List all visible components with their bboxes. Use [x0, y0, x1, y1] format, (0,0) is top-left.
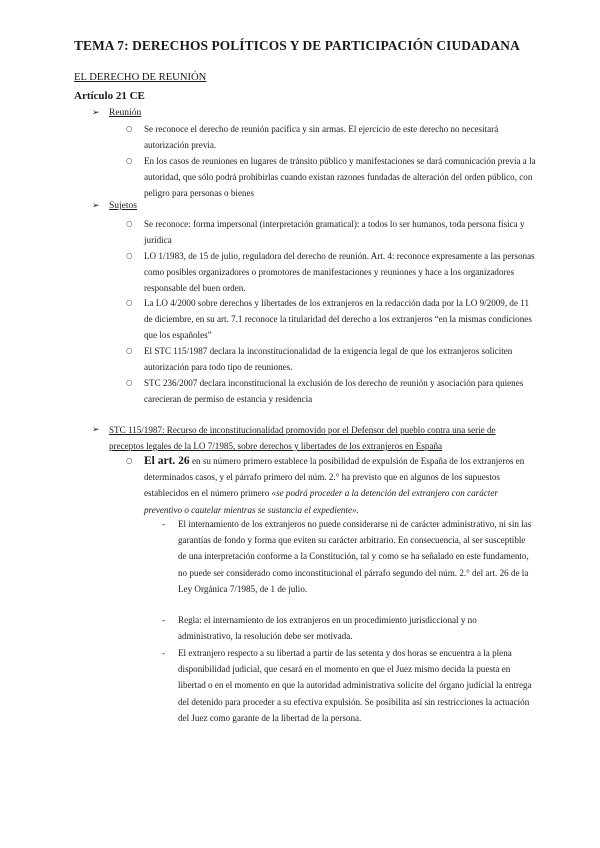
- dash-item: [162, 612, 532, 644]
- dash-bullet: -: [162, 648, 166, 658]
- list-item-text: El STC 115/1987 declara la inconstitucionalidad de la exigencia legal de que los extranjeros soliciten autorización para todo tipo de reuniones.: [144, 346, 513, 373]
- list-item: [126, 121, 536, 153]
- group-heading-sujetos: [92, 201, 137, 211]
- section-heading: EL DERECHO DE REUNIÓN: [74, 72, 207, 83]
- circle-bullet-icon: ○: [126, 346, 133, 355]
- list-item-text: La LO 4/2000 sobre derechos y libertades de los extranjeros en la redacción dada por la LO 9/2009, de 11 de diciembre, en su art. 7.1 reconoce la titularidad del derecho a los extranjeros “en la mismas condiciones que los españoles”: [144, 298, 532, 341]
- dash-item-text: El extranjero respecto a su libertad a partir de las setenta y dos horas se encuentra a la plena disponibilidad judicial, que cesará en el momento en que el Juez mismo decida la puesta en libertad o en el momento en que la autoridad administrativa solicite del órgano judicial la entrega del detenido para proceder a su efectiva expulsión. Se posibilita así sin restricciones la actuación del Juez como garante de la libertad de la persona.: [178, 648, 532, 723]
- art26-text: [144, 453, 536, 518]
- list-item: [126, 153, 536, 202]
- circle-bullet-icon: ○: [126, 378, 133, 387]
- arrow-bullet-icon: ➢: [92, 201, 100, 211]
- arrow-bullet-icon: ➢: [92, 108, 100, 118]
- stc-heading: [92, 422, 532, 454]
- article-heading: Artículo 21 CE: [74, 90, 145, 102]
- dash-item: [162, 645, 532, 726]
- art26-quote: «se podrá proceder a la detención del extranjero con carácter preventivo o cautelar mientras se sustancia el expediente».: [144, 488, 498, 515]
- circle-bullet-icon: ○: [126, 298, 133, 307]
- arrow-bullet-icon: ➢: [92, 425, 100, 435]
- art26-body: en su número primero establece la posibilidad de expulsión de España de los extranjeros en determinados casos, y el párrafo primero del núm. 2.° ha previsto que en algunos de los supuestos establecidos en el número primero: [144, 456, 525, 499]
- page-title: TEMA 7: DERECHOS POLÍTICOS Y DE PARTICIPACIÓN CIUDADANA: [74, 38, 520, 53]
- circle-bullet-icon: ○: [126, 124, 133, 133]
- dash-item-text: Regla: el internamiento de los extranjeros en un procedimiento jurisdiccional y no administrativo, la resolución debe ser motivada.: [178, 615, 477, 642]
- circle-bullet-icon: ○: [126, 251, 133, 260]
- list-item: [126, 343, 536, 375]
- list-item: [126, 375, 536, 407]
- group-heading-reunion: [92, 108, 141, 118]
- list-item: [126, 295, 536, 344]
- list-item-text: Se reconoce el derecho de reunión pacífica y sin armas. El ejercicio de este derecho no necesitará autorización previa.: [144, 124, 499, 151]
- dash-bullet: -: [162, 615, 166, 625]
- list-item: [126, 248, 536, 297]
- stc-heading-text: STC 115/1987: Recurso de inconstitucionalidad promovido por el Defensor del pueblo contra una serie de preceptos legales de la LO 7/1985, sobre derechos y libertades de los extranjeros en España: [109, 425, 496, 451]
- dash-item: [162, 516, 532, 597]
- list-item-text: LO 1/1983, de 15 de julio, reguladora del derecho de reunión. Art. 4: reconoce expresamente a las personas como posibles organizadores o promotores de manifestaciones y reuniones y hace a los organizadores responsable del buen orden.: [144, 251, 535, 294]
- art26-paragraph: [126, 453, 536, 518]
- dash-item-text: El internamiento de los extranjeros no puede considerarse ni de carácter administrativo, ni sin las garantías de fondo y forma que eviten su carácter arbitrario. En consecuencia, al ser susceptible de una interpretación conforme a la Constitución, tal y como se ha señalado en este fundamento, no puede ser considerado como inconstitucional el párrafo segundo del núm. 2.° del art. 26 de la Ley Orgánica 7/1985, de 1 de julio.: [178, 519, 532, 594]
- group-label: Reunión: [109, 108, 142, 118]
- list-item-text: STC 236/2007 declara inconstitucional la exclusión de los derecho de reunión y asociación para quienes carecieran de permiso de estancia y residencia: [144, 378, 524, 405]
- list-item: [126, 216, 536, 248]
- list-item-text: En los casos de reuniones en lugares de tránsito público y manifestaciones se dará comunicación previa a la autoridad, que sólo podrá prohibirlas cuando existan razones fundadas de alteración del orden público, con peligro para personas o bienes: [144, 156, 536, 199]
- circle-bullet-icon: ○: [126, 219, 133, 228]
- circle-bullet-icon: ○: [126, 456, 133, 465]
- circle-bullet-icon: ○: [126, 156, 133, 165]
- dash-bullet: -: [162, 519, 166, 529]
- group-label: Sujetos: [109, 201, 137, 211]
- list-item-text: Se reconoce: forma impersonal (interpretación gramatical): a todos lo ser humanos, toda persona física y jurídica: [144, 219, 525, 246]
- art26-lead: El art. 26: [144, 455, 190, 467]
